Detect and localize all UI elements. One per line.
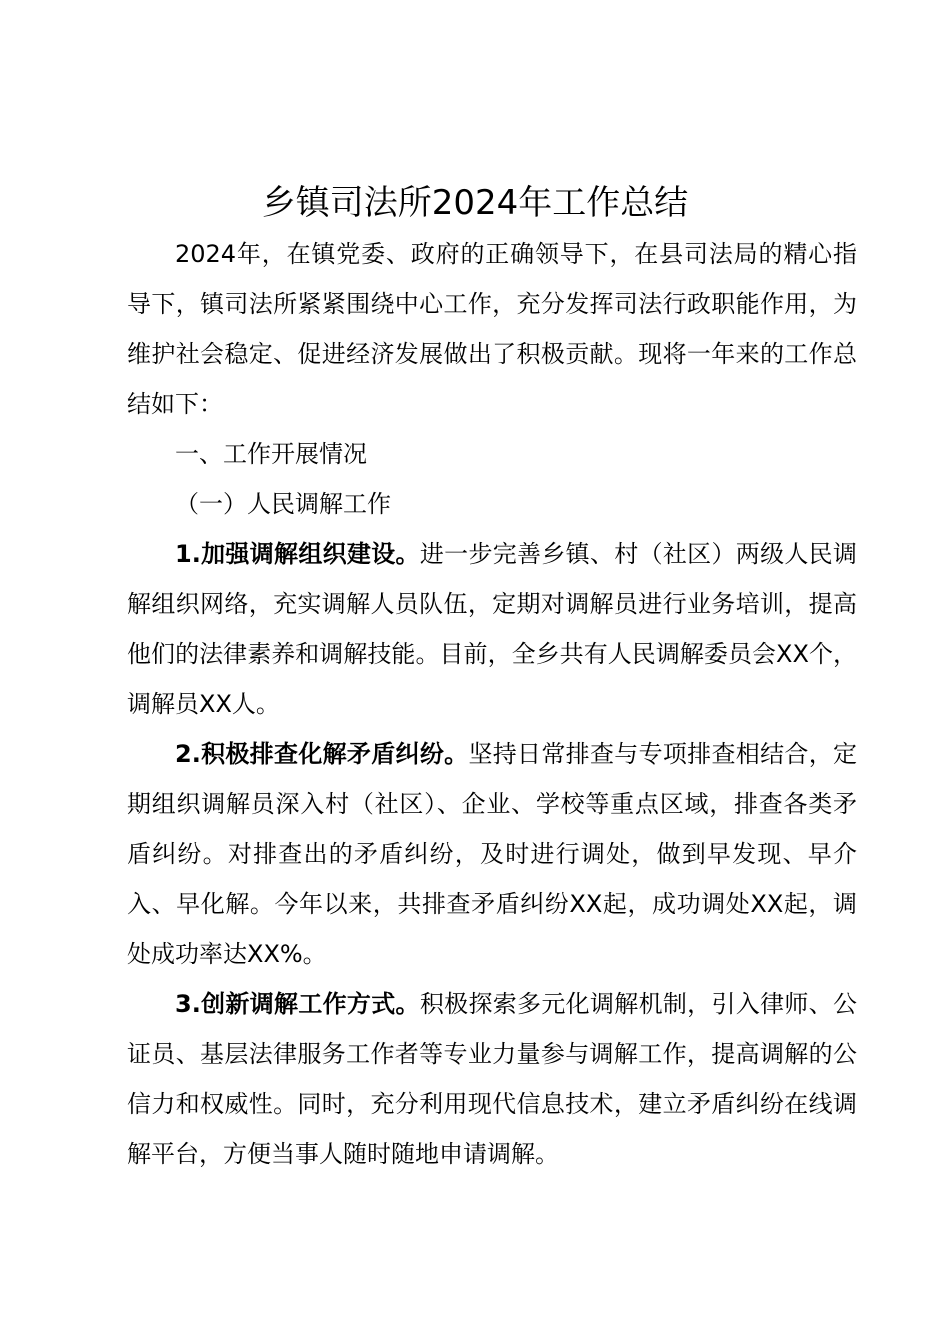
- item-paragraph-2: [127, 729, 857, 979]
- item-text-3: 积极探索多元化调解机制，引入律师、公证员、基层法律服务工作者等专业力量参与调解工作，提高调解的公信力和权威性。同时，充分利用现代信息技术，建立矛盾纠纷在线调解平台，方便当事人随时随地申请调解。: [127, 990, 857, 1168]
- item-text-1: 进一步完善乡镇、村（社区）两级人民调解组织网络，充实调解人员队伍，定期对调解员进行业务培训，提高他们的法律素养和调解技能。目前，全乡共有人民调解委员会XX个，调解员XX人。: [127, 540, 857, 718]
- section-heading: 一、工作开展情况: [175, 440, 367, 468]
- item-paragraph-1: [127, 529, 857, 729]
- item-lead-2: 2.积极排查化解矛盾纠纷。: [175, 740, 469, 768]
- subsection-heading: （一）人民调解工作: [175, 490, 391, 518]
- item-lead-3: 3.创新调解工作方式。: [175, 990, 420, 1018]
- document-title: 乡镇司法所2024年工作总结: [261, 183, 689, 223]
- intro-paragraph: 2024年，在镇党委、政府的正确领导下，在县司法局的精心指导下，镇司法所紧紧围绕中心工作，充分发挥司法行政职能作用，为维护社会稳定、促进经济发展做出了积极贡献。现将一年来的工作总结如下：: [127, 240, 857, 418]
- item-paragraph-3: [127, 979, 857, 1179]
- item-lead-1: 1.加强调解组织建设。: [175, 540, 420, 568]
- document-body: [127, 229, 857, 1179]
- item-text-2: 坚持日常排查与专项排查相结合，定期组织调解员深入村（社区）、企业、学校等重点区域，排查各类矛盾纠纷。对排查出的矛盾纠纷，及时进行调处，做到早发现、早介入、早化解。今年以来，共排查矛盾纠纷XX起，成功调处XX起，调处成功率达XX%。: [127, 740, 857, 968]
